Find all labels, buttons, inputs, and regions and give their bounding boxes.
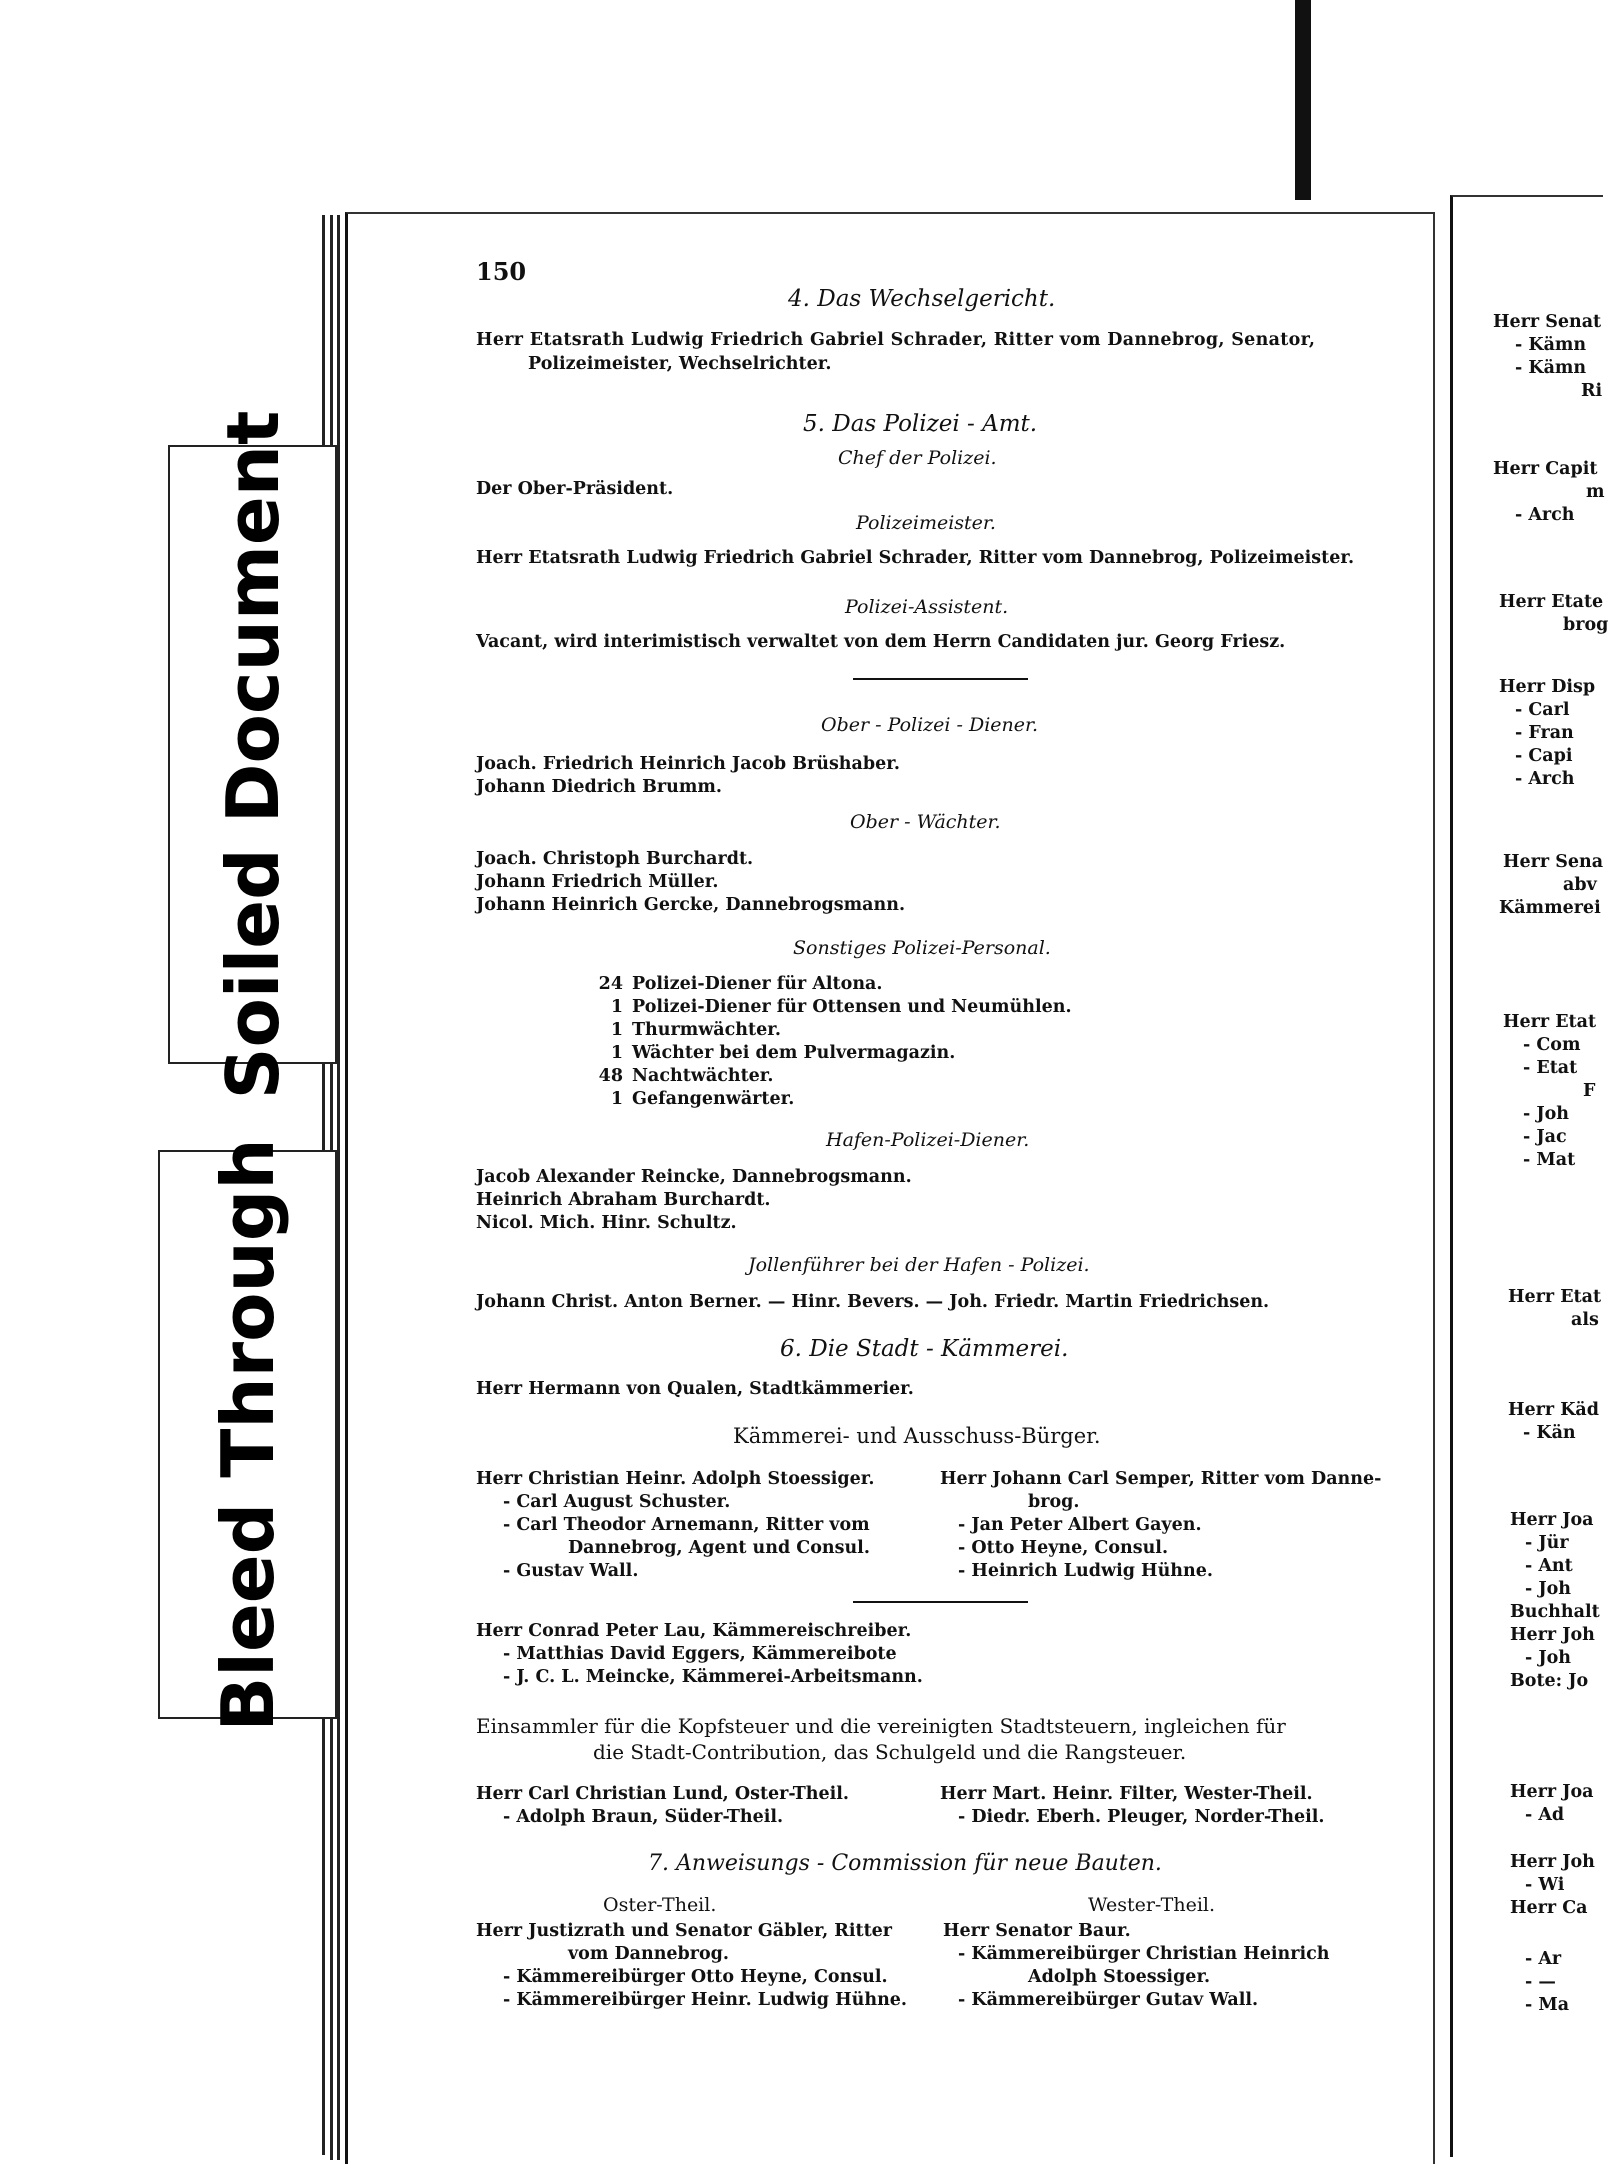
buerger-right: - Jan Peter Albert Gayen. [958, 1515, 1202, 1535]
assistent-name: Vacant, wird interimistisch verwaltet von dem Herrn Candidaten jur. Georg Friesz. [476, 632, 1286, 652]
facing-fragment: - Kämn [1515, 335, 1587, 355]
buerger-left: - Carl August Schuster. [503, 1492, 731, 1512]
facing-fragment: Ri [1581, 381, 1603, 401]
jollen-names: Johann Christ. Anton Berner. — Hinr. Bevers. — Joh. Friedr. Martin Friedrichsen. [476, 1292, 1270, 1312]
kaemmerei-staff: - J. C. L. Meincke, Kämmerei-Arbeitsmann. [503, 1667, 923, 1687]
buerger-right: brog. [1028, 1492, 1080, 1512]
facing-fragment: Herr Sena [1503, 852, 1604, 872]
soiled-document-label: Soiled Document [210, 410, 295, 1099]
commission-left: - Kämmereibürger Heinr. Ludwig Hühne. [503, 1990, 908, 2010]
facing-fragment: Herr Senat [1493, 312, 1602, 332]
s4-line-1: Herr Etatsrath Ludwig Friedrich Gabriel Schrader, Ritter vom Dannebrog, Senator, [476, 330, 1316, 350]
buerger-right: - Otto Heyne, Consul. [958, 1538, 1169, 1558]
document-page-150 [345, 212, 1435, 2164]
commission-right: - Kämmereibürger Gutav Wall. [958, 1990, 1259, 2010]
kaemmerei-staff: Herr Conrad Peter Lau, Kämmereischreiber. [476, 1621, 912, 1641]
commission-right: - Kämmereibürger Christian Heinrich [958, 1944, 1330, 1964]
einsammler-right: - Diedr. Eberh. Pleuger, Norder-Theil. [958, 1807, 1325, 1827]
personal-count: 1 [610, 1020, 623, 1040]
facing-fragment: - Carl [1515, 700, 1570, 720]
page-stack-edge [337, 215, 340, 2160]
s4-line-2: Polizeimeister, Wechselrichter. [528, 354, 832, 374]
chef-name: Der Ober-Präsident. [476, 479, 674, 499]
facing-fragment: - Ad [1525, 1805, 1565, 1825]
bleed-through-tab [158, 1137, 337, 1732]
facing-fragment: - Ar [1525, 1949, 1562, 1969]
polizeimeister-name: Herr Etatsrath Ludwig Friedrich Gabriel Schrader, Ritter vom Dannebrog, Polizeimeister. [476, 548, 1355, 568]
ober-waechter-label: Ober - Wächter. [850, 811, 1001, 833]
personal-desc: Nachtwächter. [632, 1066, 774, 1086]
facing-fragment: Herr Joh [1510, 1625, 1595, 1645]
facing-fragment: - — [1525, 1972, 1556, 1992]
facing-fragment: - Jür [1525, 1533, 1569, 1553]
soiled-document-tab [168, 410, 337, 1099]
section-5-heading: 5. Das Polizei - Amt. [803, 411, 1038, 437]
personal-desc: Gefangenwärter. [632, 1089, 795, 1109]
facing-fragment: - Joh [1525, 1579, 1572, 1599]
facing-fragment: - Kän [1523, 1423, 1576, 1443]
einsammler-line-1: Einsammler für die Kopfsteuer und die vereinigten Stadtsteuern, ingleichen für [476, 1714, 1286, 1738]
buerger-right: Herr Johann Carl Semper, Ritter vom Danne- [940, 1469, 1382, 1489]
commission-left: - Kämmereibürger Otto Heyne, Consul. [503, 1967, 888, 1987]
personal-count: 1 [610, 1043, 623, 1063]
facing-fragment: - Mat [1523, 1150, 1576, 1170]
facing-fragment: Herr Ca [1510, 1898, 1588, 1918]
kaemmerei-staff: - Matthias David Eggers, Kämmereibote [503, 1644, 897, 1664]
buerger-label: Kämmerei- und Ausschuss-Bürger. [733, 1424, 1101, 1448]
facing-fragment: Herr Joa [1510, 1510, 1594, 1530]
ober-diener-label: Ober - Polizei - Diener. [821, 714, 1039, 736]
facing-fragment: - Joh [1523, 1104, 1570, 1124]
facing-fragment: - Capi [1515, 746, 1573, 766]
facing-fragment: - Ant [1525, 1556, 1573, 1576]
commission-right: Adolph Stoessiger. [1028, 1967, 1211, 1987]
assistent-label: Polizei-Assistent. [845, 596, 1009, 618]
facing-fragment: abv [1563, 875, 1597, 895]
facing-fragment: - Etat [1523, 1058, 1578, 1078]
facing-fragment: Bote: Jo [1510, 1671, 1589, 1691]
facing-fragment: Herr Käd [1508, 1400, 1599, 1420]
buerger-left: - Carl Theodor Arnemann, Ritter vom [503, 1515, 870, 1535]
facing-fragment: - Jac [1523, 1127, 1567, 1147]
commission-left: Herr Justizrath und Senator Gäbler, Ritter [476, 1921, 893, 1941]
section-4-heading: 4. Das Wechselgericht. [788, 286, 1056, 312]
facing-fragment: - Joh [1525, 1648, 1572, 1668]
section-divider [853, 1601, 1028, 1603]
facing-fragment: Herr Etat [1503, 1012, 1597, 1032]
buerger-left: - Gustav Wall. [503, 1561, 639, 1581]
facing-fragment: F [1583, 1081, 1596, 1101]
facing-fragment: - Ma [1525, 1995, 1570, 2015]
facing-fragment: Herr Joa [1510, 1782, 1594, 1802]
facing-fragment: - Arch [1515, 769, 1575, 789]
facing-fragment: Buchhalt [1510, 1602, 1600, 1622]
einsammler-left: - Adolph Braun, Süder-Theil. [503, 1807, 784, 1827]
jollen-label: Jollenführer bei der Hafen - Polizei. [748, 1254, 1090, 1276]
personal-desc: Wächter bei dem Pulvermagazin. [632, 1043, 956, 1063]
ober-waechter-1: Joach. Christoph Burchardt. [476, 849, 754, 869]
personal-desc: Polizei-Diener für Altona. [632, 974, 883, 994]
facing-fragment: brog [1563, 615, 1608, 635]
personal-count: 1 [610, 1089, 623, 1109]
buerger-left: Dannebrog, Agent und Consul. [568, 1538, 870, 1558]
section-7-heading: 7. Anweisungs - Commission für neue Bauten. [648, 1851, 1162, 1876]
facing-fragment: Herr Disp [1499, 677, 1596, 697]
hafen-label: Hafen-Polizei-Diener. [826, 1129, 1030, 1151]
facing-fragment: - Com [1523, 1035, 1581, 1055]
section-6-heading: 6. Die Stadt - Kämmerei. [780, 1336, 1069, 1362]
einsammler-left: Herr Carl Christian Lund, Oster-Theil. [476, 1784, 850, 1804]
commission-left: vom Dannebrog. [568, 1944, 730, 1964]
ober-waechter-3: Johann Heinrich Gercke, Dannebrogsmann. [476, 895, 906, 915]
buerger-right: - Heinrich Ludwig Hühne. [958, 1561, 1213, 1581]
facing-fragment: - Fran [1515, 723, 1574, 743]
facing-fragment: - Wi [1525, 1875, 1565, 1895]
dark-binding-strip [1295, 0, 1311, 200]
facing-fragment: - Kämn [1515, 358, 1587, 378]
facing-page [1450, 195, 1608, 2157]
wester-theil-label: Wester-Theil. [1088, 1894, 1216, 1916]
facing-fragment: m [1586, 482, 1605, 502]
hafen-3: Nicol. Mich. Hinr. Schultz. [476, 1213, 737, 1233]
facing-fragment: als [1571, 1310, 1599, 1330]
polizeimeister-label: Polizeimeister. [856, 512, 996, 534]
ober-diener-1: Joach. Friedrich Heinrich Jacob Brüshaber. [476, 754, 900, 774]
facing-fragment: Herr Etate [1499, 592, 1604, 612]
facing-fragment: Kämmerei [1499, 898, 1601, 918]
sonstiges-label: Sonstiges Polizei-Personal. [793, 937, 1051, 959]
personal-desc: Polizei-Diener für Ottensen und Neumühlen. [632, 997, 1072, 1017]
facing-fragment: Herr Capit [1493, 459, 1598, 479]
chef-label: Chef der Polizei. [838, 447, 997, 469]
buerger-left: Herr Christian Heinr. Adolph Stoessiger. [476, 1469, 875, 1489]
personal-desc: Thurmwächter. [632, 1020, 781, 1040]
hafen-2: Heinrich Abraham Burchardt. [476, 1190, 771, 1210]
facing-fragment: - Arch [1515, 505, 1575, 525]
kaemmerer: Herr Hermann von Qualen, Stadtkämmerier. [476, 1379, 914, 1399]
commission-right: Herr Senator Baur. [943, 1921, 1131, 1941]
personal-count: 24 [598, 974, 623, 994]
personal-count: 48 [598, 1066, 623, 1086]
einsammler-line-2: die Stadt-Contribution, das Schulgeld und die Rangsteuer. [593, 1740, 1187, 1764]
einsammler-right: Herr Mart. Heinr. Filter, Wester-Theil. [940, 1784, 1313, 1804]
oster-theil-label: Oster-Theil. [603, 1894, 717, 1916]
ober-diener-2: Johann Diedrich Brumm. [476, 777, 722, 797]
facing-fragment: Herr Etat [1508, 1287, 1602, 1307]
hafen-1: Jacob Alexander Reincke, Dannebrogsmann. [476, 1167, 912, 1187]
page-number: 150 [476, 257, 527, 286]
personal-count: 1 [610, 997, 623, 1017]
ober-waechter-2: Johann Friedrich Müller. [476, 872, 719, 892]
facing-fragment: Herr Joh [1510, 1852, 1595, 1872]
section-divider [853, 678, 1028, 680]
bleed-through-label: Bleed Through [205, 1137, 290, 1732]
